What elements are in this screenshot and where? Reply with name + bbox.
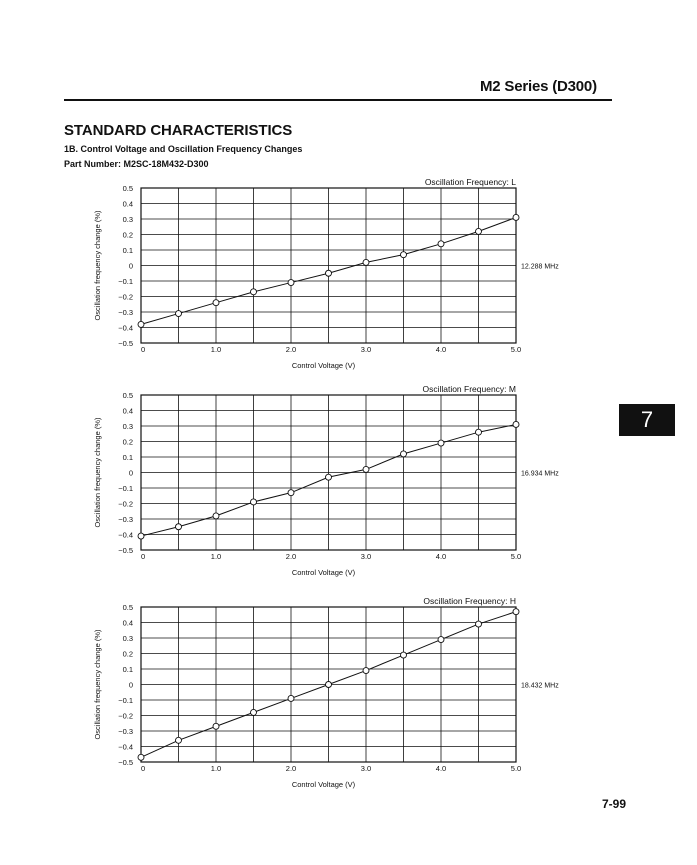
data-point: [476, 621, 482, 627]
data-point: [176, 311, 182, 317]
data-point: [513, 421, 519, 427]
y-tick-label: 0: [128, 468, 133, 478]
data-point: [326, 474, 332, 480]
y-tick-label: −0.4: [118, 742, 133, 752]
y-axis-label: Oscillation frequency change (%): [93, 629, 102, 740]
y-tick-label: 0.2: [122, 230, 133, 240]
x-axis-label: Control Voltage (V): [291, 568, 356, 577]
y-tick-label: 0.2: [122, 437, 133, 447]
chart-2: [93, 384, 559, 577]
x-tick-label: 0: [141, 345, 146, 354]
x-tick-label: 3.0: [360, 764, 372, 773]
data-point: [138, 754, 144, 760]
y-tick-label: 0.1: [122, 665, 133, 674]
y-tick-label: 0.4: [122, 199, 133, 209]
x-tick-label: 0: [141, 552, 146, 561]
y-axis-label: Oscillation frequency change (%): [93, 210, 102, 321]
chapter-tab: 7: [619, 404, 675, 436]
y-tick-label: −0.1: [118, 277, 133, 286]
data-point: [438, 440, 444, 446]
x-tick-label: 4.0: [435, 764, 447, 773]
chart-title: Oscillation Frequency: M: [422, 384, 516, 394]
data-point: [251, 709, 257, 715]
y-tick-label: −0.2: [118, 499, 133, 509]
x-tick-label: 1.0: [210, 764, 222, 773]
y-tick-label: 0.3: [122, 634, 133, 643]
y-tick-label: 0.5: [122, 391, 133, 400]
data-point: [288, 490, 294, 496]
data-point: [288, 695, 294, 701]
page-number: 7-99: [602, 797, 627, 811]
y-tick-label: 0.3: [122, 422, 133, 431]
x-tick-label: 4.0: [435, 552, 447, 561]
x-tick-label: 4.0: [435, 345, 447, 354]
data-point: [176, 737, 182, 743]
chart-3: [93, 596, 559, 789]
data-point: [213, 723, 219, 729]
x-tick-label: 5.0: [510, 345, 522, 354]
x-tick-label: 2.0: [285, 552, 297, 561]
y-tick-label: 0.5: [122, 184, 133, 193]
data-point: [513, 214, 519, 220]
data-point: [363, 466, 369, 472]
chart-title: Oscillation Frequency: L: [424, 177, 516, 187]
section-title: STANDARD CHARACTERISTICS: [64, 122, 293, 139]
y-tick-label: 0: [128, 680, 133, 690]
x-axis-label: Control Voltage (V): [291, 780, 356, 789]
y-tick-label: −0.5: [118, 339, 133, 348]
data-point: [438, 637, 444, 643]
y-tick-label: −0.1: [118, 696, 133, 705]
data-point: [213, 300, 219, 306]
center-frequency-label: 12.288 MHz: [521, 263, 559, 271]
data-point: [138, 533, 144, 539]
data-point: [401, 252, 407, 258]
y-tick-label: 0: [128, 261, 133, 271]
y-tick-label: 0.4: [122, 406, 133, 416]
y-tick-label: 0.3: [122, 215, 133, 224]
y-tick-label: −0.4: [118, 530, 133, 540]
data-point: [213, 513, 219, 519]
y-tick-label: −0.5: [118, 758, 133, 767]
center-frequency-label: 18.432 MHz: [521, 682, 559, 690]
y-axis-label: Oscillation frequency change (%): [93, 417, 102, 528]
data-point: [513, 609, 519, 615]
x-tick-label: 2.0: [285, 764, 297, 773]
data-point: [401, 652, 407, 658]
data-point: [288, 280, 294, 286]
data-point: [363, 259, 369, 265]
data-point: [326, 270, 332, 276]
data-point: [476, 429, 482, 435]
center-frequency-label: 16.934 MHz: [521, 470, 559, 478]
data-point: [363, 668, 369, 674]
y-tick-label: −0.2: [118, 292, 133, 302]
data-point: [401, 451, 407, 457]
y-tick-label: −0.3: [118, 308, 133, 317]
y-tick-label: 0.5: [122, 603, 133, 612]
x-tick-label: 3.0: [360, 552, 372, 561]
y-tick-label: −0.3: [118, 515, 133, 524]
series-title: M2 Series (D300): [480, 78, 597, 95]
data-point: [251, 289, 257, 295]
y-tick-label: 0.1: [122, 453, 133, 462]
y-tick-label: −0.1: [118, 484, 133, 493]
data-point: [438, 241, 444, 247]
y-tick-label: 0.2: [122, 649, 133, 659]
x-axis-label: Control Voltage (V): [291, 361, 356, 370]
y-tick-label: −0.5: [118, 546, 133, 555]
part-number: Part Number: M2SC-18M432-D300: [64, 159, 209, 169]
x-tick-label: 0: [141, 764, 146, 773]
y-tick-label: −0.2: [118, 711, 133, 721]
x-tick-label: 5.0: [510, 552, 522, 561]
chart-title: Oscillation Frequency: H: [423, 596, 516, 606]
x-tick-label: 1.0: [210, 345, 222, 354]
subtitle: 1B. Control Voltage and Oscillation Frequency Changes: [64, 144, 303, 154]
data-point: [251, 499, 257, 505]
x-tick-label: 1.0: [210, 552, 222, 561]
x-tick-label: 5.0: [510, 764, 522, 773]
x-tick-label: 3.0: [360, 345, 372, 354]
y-tick-label: 0.4: [122, 618, 133, 628]
data-point: [476, 228, 482, 234]
x-tick-label: 2.0: [285, 345, 297, 354]
y-tick-label: 0.1: [122, 246, 133, 255]
chart-1: [93, 177, 559, 370]
data-point: [326, 682, 332, 688]
y-tick-label: −0.3: [118, 727, 133, 736]
data-point: [176, 524, 182, 530]
data-point: [138, 321, 144, 327]
y-tick-label: −0.4: [118, 323, 133, 333]
